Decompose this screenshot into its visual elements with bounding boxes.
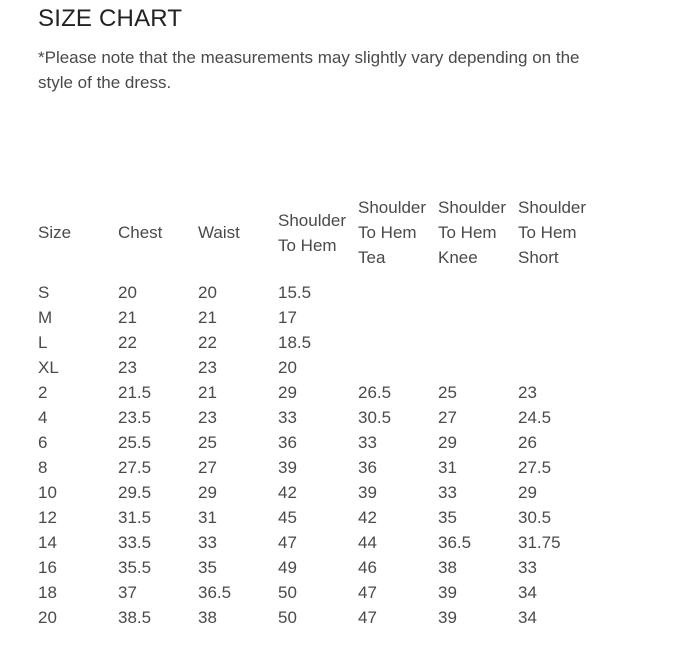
- header-line: Shoulder: [358, 198, 427, 217]
- cell-chest: 21.5: [118, 383, 152, 402]
- cell-shoulder-to-hem-knee: [438, 355, 518, 380]
- cell-size: 18: [38, 583, 57, 602]
- table-row: [38, 355, 598, 380]
- cell-shoulder-to-hem-knee: [438, 330, 518, 355]
- cell-size: L: [38, 333, 48, 352]
- header-line: Short: [518, 248, 559, 267]
- table-header: [38, 195, 598, 280]
- cell-waist: 33: [198, 533, 217, 552]
- cell-chest: 35.5: [118, 558, 152, 577]
- cell-waist: 21: [198, 383, 217, 402]
- cell-shoulder-to-hem-knee: 27: [438, 408, 457, 427]
- cell-chest: 25.5: [118, 433, 152, 452]
- cell-waist: 23: [198, 408, 217, 427]
- cell-shoulder-to-hem: 42: [278, 483, 297, 502]
- cell-shoulder-to-hem-short: 24.5: [518, 408, 552, 427]
- header-shoulder-to-hem-knee: [438, 195, 518, 280]
- header-line: To Hem: [438, 223, 497, 242]
- cell-waist: 29: [198, 483, 217, 502]
- cell-chest: 21: [118, 308, 137, 327]
- table-row: [38, 380, 598, 405]
- cell-waist: 21: [198, 308, 217, 327]
- cell-shoulder-to-hem: 39: [278, 458, 297, 477]
- cell-shoulder-to-hem: 17: [278, 308, 297, 327]
- table-row: [38, 405, 598, 430]
- cell-shoulder-to-hem: 45: [278, 508, 297, 527]
- cell-shoulder-to-hem-tea: 46: [358, 558, 377, 577]
- cell-shoulder-to-hem-tea: 39: [358, 483, 377, 502]
- cell-waist: 23: [198, 358, 217, 377]
- cell-shoulder-to-hem-short: [518, 330, 598, 355]
- cell-chest: 37: [118, 583, 137, 602]
- cell-shoulder-to-hem: 33: [278, 408, 297, 427]
- table-body: [38, 280, 598, 630]
- cell-waist: 35: [198, 558, 217, 577]
- cell-chest: 22: [118, 333, 137, 352]
- cell-waist: 31: [198, 508, 217, 527]
- page-title: SIZE CHART: [38, 5, 183, 32]
- cell-shoulder-to-hem-short: 34: [518, 583, 537, 602]
- cell-shoulder-to-hem-knee: 33: [438, 483, 457, 502]
- cell-shoulder-to-hem-tea: 42: [358, 508, 377, 527]
- cell-shoulder-to-hem-short: 27.5: [518, 458, 552, 477]
- cell-shoulder-to-hem: 18.5: [278, 333, 312, 352]
- cell-size: XL: [38, 358, 59, 377]
- cell-shoulder-to-hem-short: 31.75: [518, 533, 561, 552]
- cell-size: 2: [38, 383, 48, 402]
- header-line: Chest: [118, 223, 163, 242]
- header-line: Shoulder: [518, 198, 587, 217]
- cell-shoulder-to-hem-knee: 38: [438, 558, 457, 577]
- cell-shoulder-to-hem-short: 29: [518, 483, 537, 502]
- cell-shoulder-to-hem-knee: 31: [438, 458, 457, 477]
- table-row: [38, 430, 598, 455]
- cell-shoulder-to-hem-tea: [358, 330, 438, 355]
- table-row: [38, 305, 598, 330]
- table-row: [38, 530, 598, 555]
- cell-size: 10: [38, 483, 57, 502]
- cell-size: 6: [38, 433, 48, 452]
- table-row: [38, 280, 598, 305]
- cell-shoulder-to-hem: 29: [278, 383, 297, 402]
- table-row: [38, 480, 598, 505]
- header-line: Size: [38, 223, 72, 242]
- cell-shoulder-to-hem: 20: [278, 358, 297, 377]
- cell-shoulder-to-hem-tea: [358, 280, 438, 305]
- table-row: [38, 555, 598, 580]
- header-line: To Hem: [358, 223, 417, 242]
- cell-shoulder-to-hem-knee: [438, 305, 518, 330]
- cell-shoulder-to-hem: 49: [278, 558, 297, 577]
- header-size: [38, 195, 118, 280]
- cell-shoulder-to-hem-tea: 30.5: [358, 408, 392, 427]
- cell-shoulder-to-hem-knee: [438, 280, 518, 305]
- header-row: [38, 195, 598, 280]
- cell-shoulder-to-hem-tea: 44: [358, 533, 377, 552]
- cell-shoulder-to-hem-knee: 35: [438, 508, 457, 527]
- cell-waist: 25: [198, 433, 217, 452]
- cell-shoulder-to-hem: 15.5: [278, 283, 312, 302]
- cell-chest: 29.5: [118, 483, 152, 502]
- cell-shoulder-to-hem-short: [518, 305, 598, 330]
- cell-size: 4: [38, 408, 48, 427]
- table-row: [38, 455, 598, 480]
- cell-shoulder-to-hem-knee: 36.5: [438, 533, 472, 552]
- header-chest: [118, 195, 198, 280]
- cell-shoulder-to-hem-tea: [358, 305, 438, 330]
- cell-size: 16: [38, 558, 57, 577]
- cell-chest: 31.5: [118, 508, 152, 527]
- cell-size: 12: [38, 508, 57, 527]
- table-row: [38, 505, 598, 530]
- cell-shoulder-to-hem-knee: 39: [438, 608, 457, 627]
- header-line: Shoulder: [278, 210, 347, 230]
- cell-shoulder-to-hem-short: [518, 280, 598, 305]
- cell-shoulder-to-hem-short: 34: [518, 608, 537, 627]
- header-line: To Hem: [518, 223, 577, 242]
- cell-shoulder-to-hem: 47: [278, 533, 297, 552]
- header-shoulder-to-hem-tea: [358, 195, 438, 280]
- cell-shoulder-to-hem-short: 33: [518, 558, 537, 577]
- header-line: Tea: [358, 248, 386, 267]
- cell-shoulder-to-hem-tea: 26.5: [358, 383, 392, 402]
- size-table: [38, 195, 598, 630]
- table-row: [38, 605, 598, 630]
- cell-size: M: [38, 308, 53, 327]
- table-row: [38, 580, 598, 605]
- cell-shoulder-to-hem-short: 26: [518, 433, 537, 452]
- cell-chest: 23: [118, 358, 137, 377]
- cell-shoulder-to-hem-short: [518, 355, 598, 380]
- header-shoulder-to-hem: [278, 195, 358, 280]
- cell-shoulder-to-hem-knee: 25: [438, 383, 457, 402]
- cell-shoulder-to-hem-short: 23: [518, 383, 537, 402]
- header-waist: [198, 195, 278, 280]
- cell-chest: 27.5: [118, 458, 152, 477]
- cell-waist: 27: [198, 458, 217, 477]
- header-line: Knee: [438, 248, 478, 267]
- cell-shoulder-to-hem: 50: [278, 583, 297, 602]
- cell-shoulder-to-hem-short: 30.5: [518, 508, 552, 527]
- cell-size: 8: [38, 458, 48, 477]
- header-line: To Hem: [278, 235, 337, 255]
- cell-waist: 20: [198, 283, 217, 302]
- cell-shoulder-to-hem-tea: 36: [358, 458, 377, 477]
- measurement-note: *Please note that the measurements may slightly vary depending on the style of the dress.: [38, 48, 580, 92]
- cell-size: S: [38, 283, 50, 302]
- cell-shoulder-to-hem-tea: 47: [358, 608, 377, 627]
- cell-size: 14: [38, 533, 57, 552]
- cell-shoulder-to-hem-tea: [358, 355, 438, 380]
- cell-shoulder-to-hem-knee: 29: [438, 433, 457, 452]
- cell-shoulder-to-hem-tea: 47: [358, 583, 377, 602]
- cell-chest: 38.5: [118, 608, 152, 627]
- header-shoulder-to-hem-short: [518, 195, 598, 280]
- header-line: Waist: [198, 223, 240, 242]
- cell-waist: 22: [198, 333, 217, 352]
- header-line: Shoulder: [438, 198, 507, 217]
- cell-shoulder-to-hem-tea: 33: [358, 433, 377, 452]
- cell-shoulder-to-hem: 50: [278, 608, 297, 627]
- cell-shoulder-to-hem-knee: 39: [438, 583, 457, 602]
- table-row: [38, 330, 598, 355]
- cell-shoulder-to-hem: 36: [278, 433, 297, 452]
- cell-chest: 23.5: [118, 408, 152, 427]
- cell-waist: 36.5: [198, 583, 232, 602]
- cell-chest: 20: [118, 283, 137, 302]
- cell-waist: 38: [198, 608, 217, 627]
- cell-chest: 33.5: [118, 533, 152, 552]
- cell-size: 20: [38, 608, 57, 627]
